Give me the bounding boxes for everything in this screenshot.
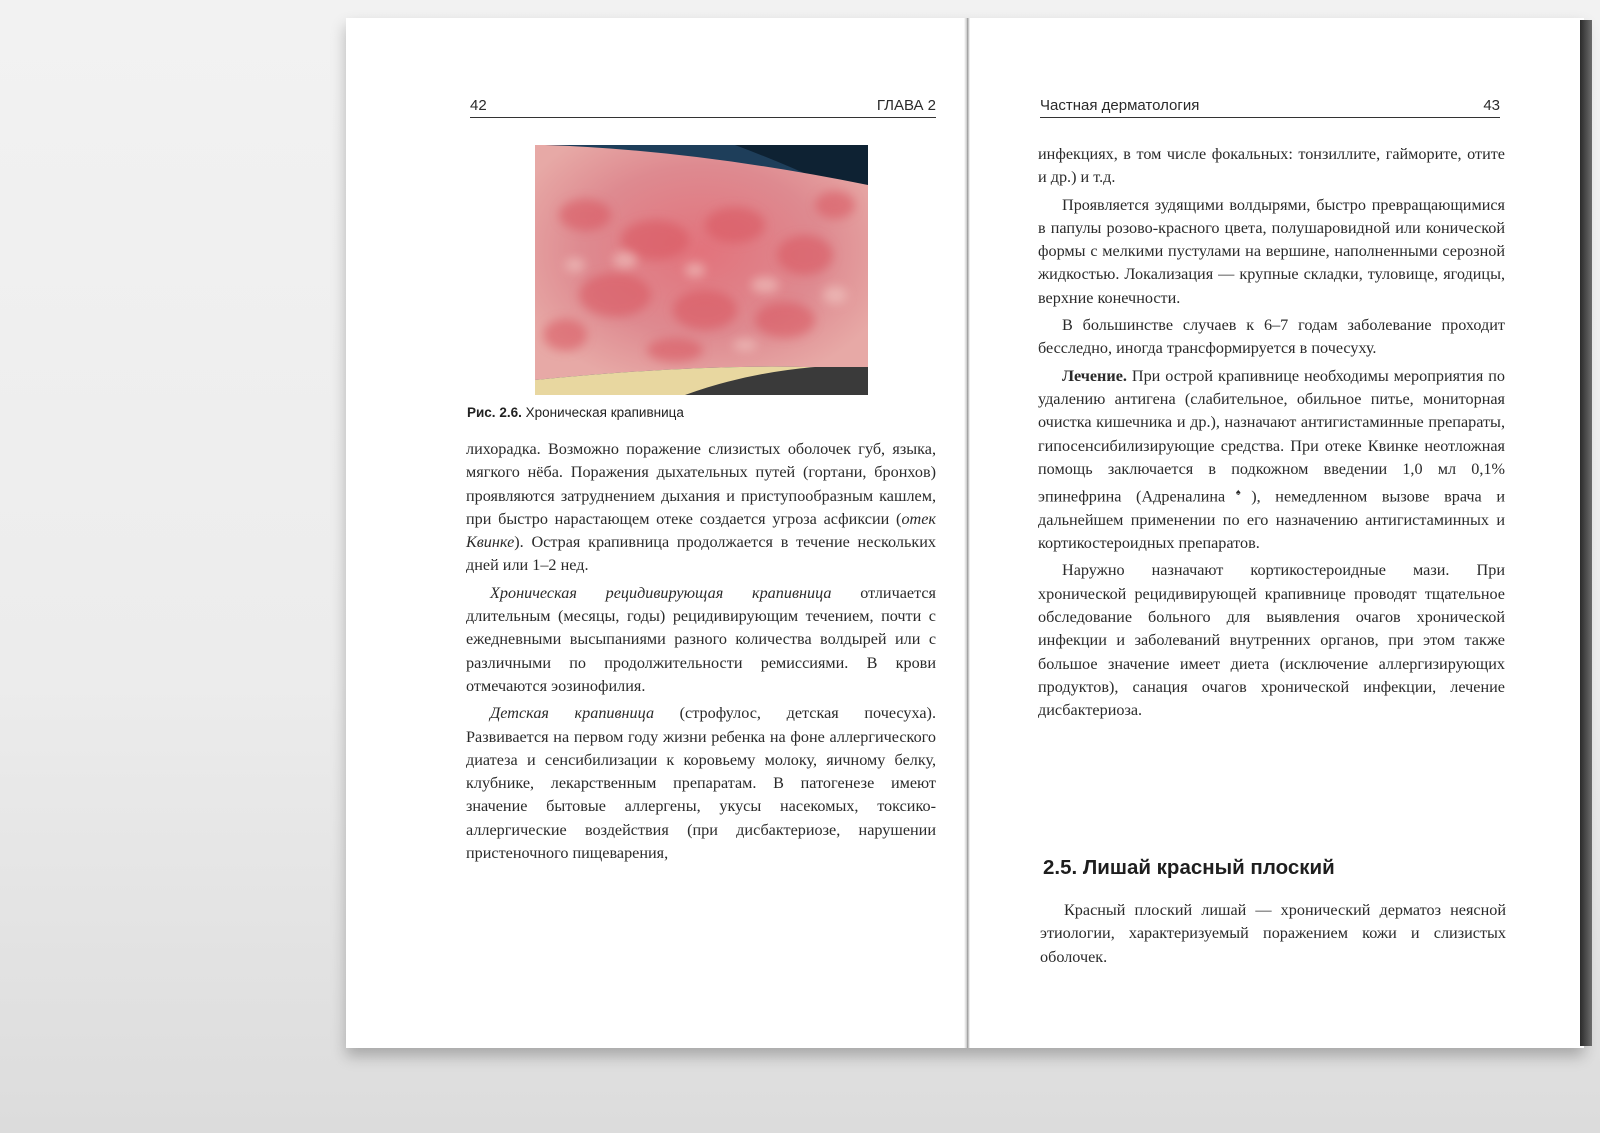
paragraph: Детская крапивница (строфулос, детская почесуха). Развивается на первом году жизни ребенка на фоне аллергического диатеза и сенсибилизации к коровьему молоку, яичному белку, клубнике, лекарственным препаратам. В патогенезе имеют значение бытовые аллергены, укусы насекомых, токсико-аллергические воздействия (при дисбактериозе, нарушении пристеночного пищеварения, <box>466 704 936 863</box>
running-title: Частная дерматология <box>1040 97 1200 114</box>
trademark-mark: ♠ <box>1225 487 1252 498</box>
book-gutter <box>964 18 970 1048</box>
paragraph: В большинстве случаев к 6–7 годам заболевание проходит бесследно, иногда трансформируется в почесуху. <box>1038 316 1505 358</box>
paragraph: Наружно назначают кортикостероидные мази. При хронической рецидивирующей крапивнице проводят тщательное обследование больного для выявления очагов хронической инфекции и заболеваний внутренних органов, при этом также большое значение имеет диета (исключение аллергизирующих продуктов), санация очагов хронической инфекции, лечение дисбактериоза. <box>1038 561 1505 720</box>
section-heading: 2.5. Лишай красный плоский <box>1043 856 1335 879</box>
left-page-number: 42 <box>470 97 487 114</box>
treatment-label: Лечение. <box>1062 366 1127 385</box>
urticaria-photo-image <box>535 145 868 395</box>
left-text-column <box>466 438 936 865</box>
paragraph: Лечение. При острой крапивнице необходимы мероприятия по удалению антигена (слабительное, обильное питье, мониторная очистка кишечника и др.), назначают антигистаминные препараты, гипосенсибилизирующие средства. При отеке Квинке неотложная помощь заключается в подкожном введении 1,0 мл 0,1% эпинефрина (Адреналина♠), немедленном вызове врача и дальнейшем применении по его назначению антигистаминных и кортикостероидных препаратов. <box>1038 366 1506 553</box>
paragraph: Проявляется зудящими волдырями, быстро превращающимися в папулы розово-красного цвета, полушаровидной или конической формы с мелкими пустулами на вершине, наполненными серозной жидкостью. Локализация — крупные складки, туловище, ягодицы, верхние конечности. <box>1038 195 1505 307</box>
figure-caption <box>467 405 684 420</box>
paragraph: инфекциях, в том числе фокальных: тонзиллите, гайморите, отите и др.) и т.д. <box>1038 145 1505 187</box>
figure-caption-text: Хроническая крапивница <box>525 405 684 420</box>
right-text-column-bottom <box>1040 899 1506 969</box>
right-running-head <box>1040 95 1500 118</box>
right-text-column <box>1038 143 1505 723</box>
chapter-title: ГЛАВА 2 <box>876 97 936 114</box>
figure-label: Рис. 2.6. <box>467 405 522 420</box>
right-page-number: 43 <box>1483 97 1500 114</box>
page-edge-shadow <box>1580 20 1592 1046</box>
paragraph: лихорадка. Возможно поражение слизистых оболочек губ, языка, мягкого нёба. Поражения дыхательных путей (гортани, бронхов) проявляются затруднением дыхания и приступообразным кашлем, при быстро нарастающем отеке создается угроза асфиксии (отек Квинке). Острая крапивница продолжается в течение нескольких дней или 1–2 нед. <box>466 440 936 575</box>
paragraph: Красный плоский лишай — хронический дерматоз неясной этиологии, характеризуемый поражением кожи и слизистых оболочек. <box>1040 901 1506 966</box>
figure-photo-urticaria <box>535 145 868 395</box>
paragraph: Хроническая рецидивирующая крапивница отличается длительным (месяцы, годы) рецидивирующим течением, почти с ежедневными высыпаниями разного количества волдырей или с различными по продолжительности ремиссиями. В крови отмечаются эозинофилия. <box>466 583 936 695</box>
left-running-head <box>470 95 936 118</box>
